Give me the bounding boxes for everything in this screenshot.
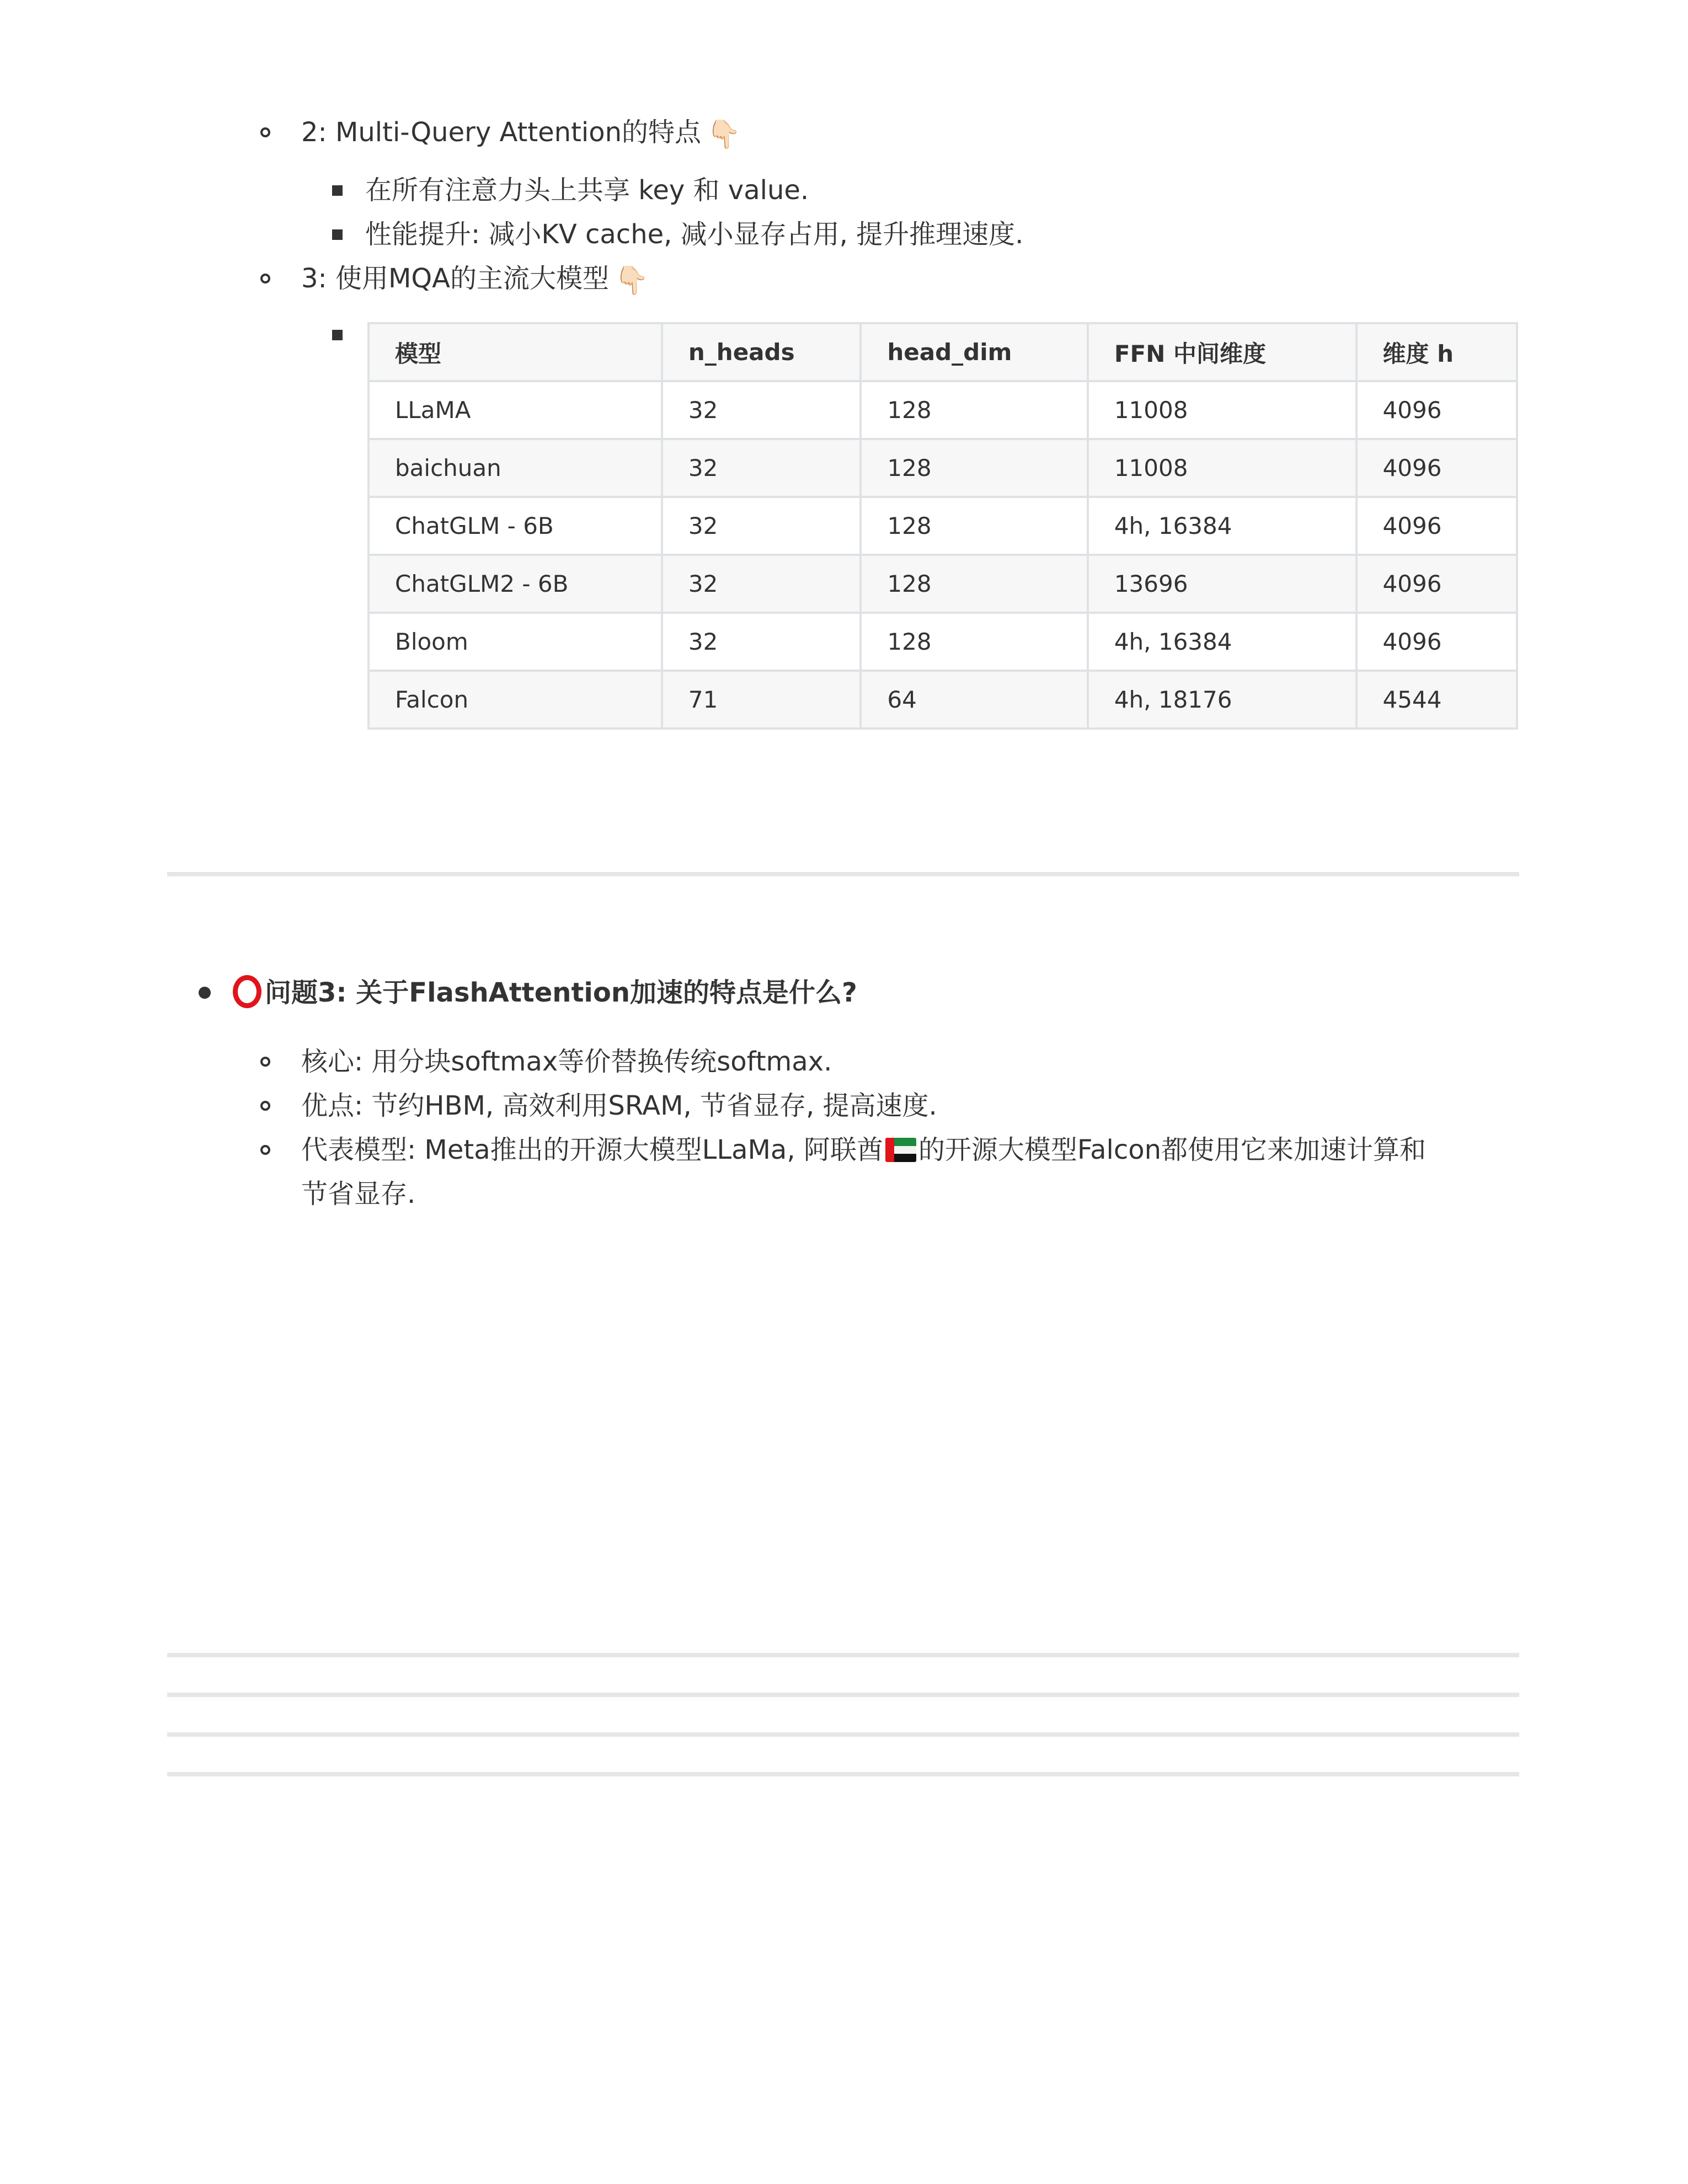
table-cell: 4096 [1356,497,1517,555]
list-item-label: 3: 使用MQA的主流大模型 [301,263,610,294]
table-row [368,497,1517,555]
table-header-head-dim: head_dim [861,323,1087,381]
table-cell: 64 [861,671,1087,729]
table-cell: 13696 [1088,555,1356,613]
table-cell: 128 [861,497,1087,555]
table-cell: Falcon [368,671,662,729]
circle-bullet-icon [260,274,270,283]
circle-bullet-icon [260,1145,270,1155]
list-item-performance: 性能提升: 减小KV cache, 减小显存占用, 提升推理速度. [365,219,1024,250]
table-row [368,555,1517,613]
list-item-continuation: 节省显存. [301,1179,416,1209]
table-header-n-heads: n_heads [662,323,861,381]
list-item-mqa-features [301,110,741,154]
question-heading [233,971,857,1015]
circle-bullet-icon [260,1101,270,1111]
pointing-down-icon: 👇🏻 [615,264,649,296]
table-header-row [368,323,1517,381]
horizontal-rule [167,872,1519,876]
list-item-core: 核心: 用分块softmax等价替换传统softmax. [301,1046,832,1077]
red-hollow-circle-icon [233,975,261,1008]
table-cell: 11008 [1088,439,1356,497]
table-cell: 4096 [1356,613,1517,671]
table-row [368,671,1517,729]
circle-bullet-icon [260,127,270,137]
table-cell: 71 [662,671,861,729]
table-row [368,381,1517,439]
table-cell: 32 [662,439,861,497]
horizontal-rule [167,1693,1519,1697]
list-item-advantages: 优点: 节约HBM, 高效利用SRAM, 节省显存, 提高速度. [301,1090,937,1121]
horizontal-rule [167,1772,1519,1776]
table-cell: 4h, 16384 [1088,497,1356,555]
table-cell: 32 [662,613,861,671]
table-cell: 32 [662,555,861,613]
square-bullet-icon [332,185,343,196]
table-cell: LLaMA [368,381,662,439]
table-cell: ChatGLM - 6B [368,497,662,555]
table-cell: 128 [861,613,1087,671]
table-cell: 32 [662,381,861,439]
list-item-text: 的开源大模型Falcon都使用它来加速计算和 [918,1134,1426,1165]
horizontal-rule [167,1653,1519,1657]
uae-flag-icon [885,1138,916,1162]
table-header-hidden-dim: 维度 h [1356,323,1517,381]
question-text: 问题3: 关于FlashAttention加速的特点是什么? [265,977,857,1008]
table-cell: 128 [861,381,1087,439]
table-cell: Bloom [368,613,662,671]
mqa-models-table [367,322,1518,730]
table-row [368,439,1517,497]
table-header-model: 模型 [368,323,662,381]
list-item-label: 2: Multi-Query Attention的特点 [301,117,702,148]
table-cell: 4096 [1356,381,1517,439]
table-cell: 4096 [1356,555,1517,613]
square-bullet-icon [332,330,343,340]
table-cell: 4096 [1356,439,1517,497]
disc-bullet-icon [199,987,211,999]
square-bullet-icon [332,229,343,240]
table-cell: 11008 [1088,381,1356,439]
list-item-mqa-models [301,256,649,301]
list-item-shared-kv: 在所有注意力头上共享 key 和 value. [365,175,809,206]
table-header-ffn-dim: FFN 中间维度 [1088,323,1356,381]
table-cell: 32 [662,497,861,555]
table-cell: 4544 [1356,671,1517,729]
horizontal-rule [167,1732,1519,1737]
table-cell: 4h, 16384 [1088,613,1356,671]
table-cell: 4h, 18176 [1088,671,1356,729]
table-row [368,613,1517,671]
circle-bullet-icon [260,1057,270,1067]
table-cell: ChatGLM2 - 6B [368,555,662,613]
list-item-text: 代表模型: Meta推出的开源大模型LLaMa, 阿联酋 [301,1134,883,1165]
table-cell: baichuan [368,439,662,497]
table-cell: 128 [861,555,1087,613]
table-cell: 128 [861,439,1087,497]
pointing-down-icon: 👇🏻 [707,118,741,150]
list-item-representative-models [301,1128,1426,1172]
